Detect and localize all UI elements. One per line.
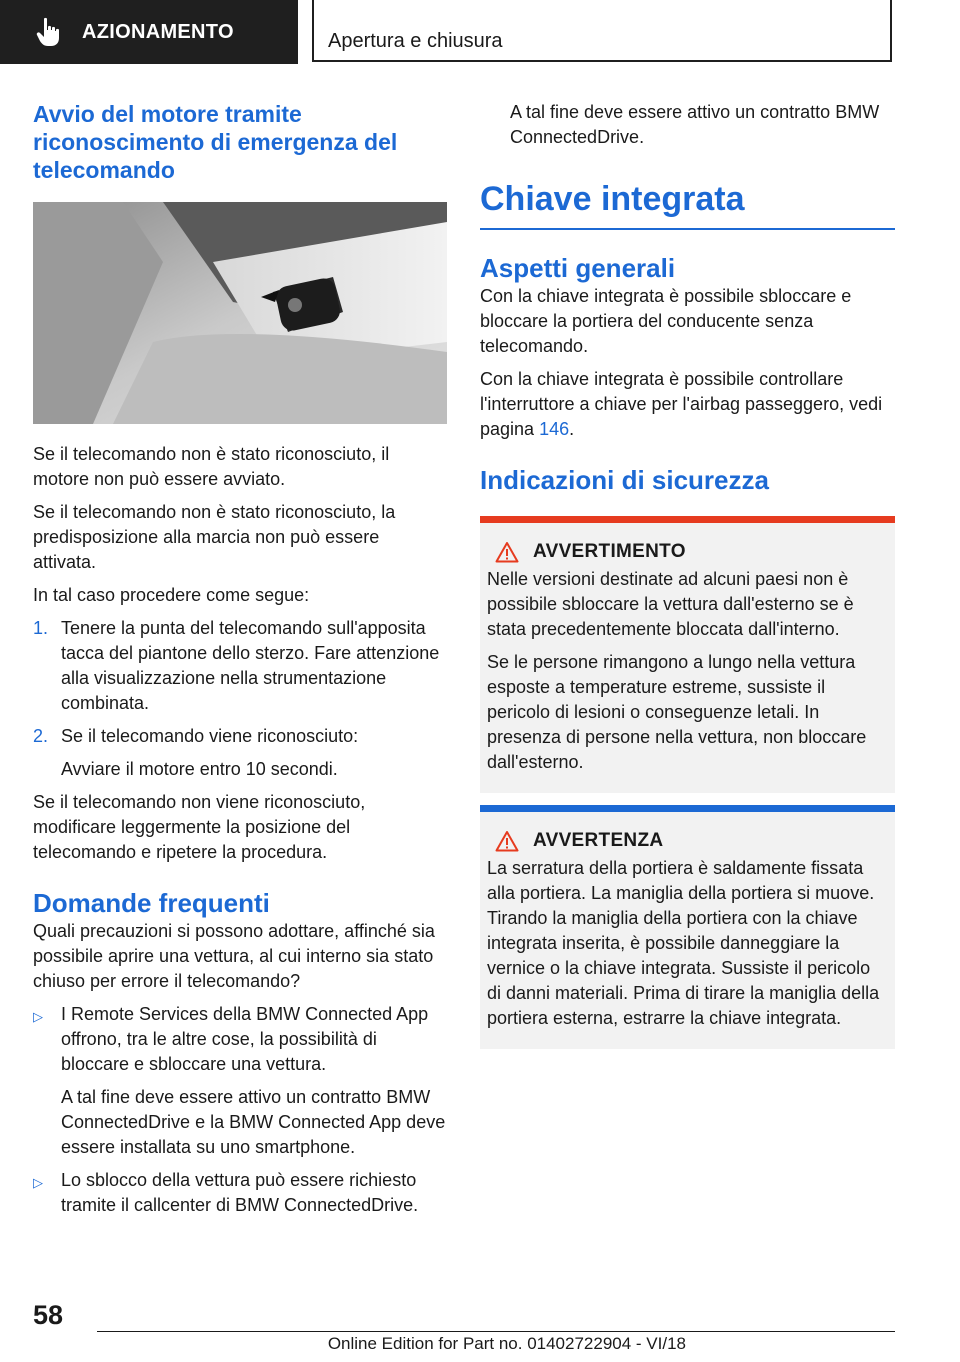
warning-bar: [480, 516, 895, 523]
caution-title: AVVERTENZA: [533, 830, 664, 851]
title-rule: [480, 228, 895, 230]
step-text: Tenere la punta del telecomando sull'apposita tacca del piantone dello sterzo. Fare attenzione alla visualizzazione nella strumentazione combinata.: [61, 618, 440, 713]
bullet-text: I Remote Services della BMW Connected App offrono, tra le altre cose, la possibilità di bloccare e sbloccare una vettura.: [61, 1004, 429, 1074]
paragraph: Con la chiave integrata è possibile controllare l'interruttore a chiave per l'airbag passeggero, vedi pagina 146.: [480, 369, 883, 439]
continued-text: A tal fine deve essere attivo un contratto BMW ConnectedDrive.: [510, 102, 880, 147]
caution-content: [480, 812, 895, 1049]
safety-heading: Indicazioni di sicurezza: [480, 465, 769, 495]
caution-text: La serratura della portiera è saldamente fissata alla portiera. La maniglia della portiera si muove. Tirando la maniglia della portiera con la chiave integrata inserita, è possibile danneggiare la vernice o la chiave integrata. Sussiste il pericolo di danni materiali. Prima di tirare la maniglia della portiera esterna, estrarre la chiave integrata.: [487, 858, 880, 1028]
footer-rule: [97, 1331, 895, 1332]
triangle-bullet-icon: ▷: [33, 1175, 43, 1190]
step-subtext: Avviare il motore entro 10 secondi.: [61, 759, 338, 779]
step-number: 1.: [33, 618, 49, 638]
step-list: [33, 616, 447, 782]
edition-text: Online Edition for Part no. 01402722904 - VI/18: [327, 1334, 686, 1353]
section-tab: [0, 0, 298, 64]
warning-triangle-icon: [495, 541, 519, 563]
page-number: 58: [33, 1300, 64, 1330]
step-number: 2.: [33, 726, 49, 746]
left-column: [33, 100, 447, 1226]
bullet-subtext: A tal fine deve essere attivo un contratto BMW ConnectedDrive e la BMW Connected App deve essere installata su uno smartphone.: [61, 1087, 446, 1157]
right-column: [480, 100, 895, 1049]
emergency-start-heading: Avvio del motore tramite riconoscimento di emergenza del telecomando: [33, 101, 398, 183]
list-item: [33, 1002, 447, 1160]
faq-heading: Domande frequenti: [33, 888, 270, 918]
bullet-list: [33, 1002, 447, 1218]
list-item: [33, 1168, 447, 1218]
hand-pointer-icon: [36, 17, 62, 47]
paragraph: Se il telecomando non è stato riconosciuto, il motore non può essere avviato.: [33, 444, 390, 489]
page-reference-link[interactable]: 146: [539, 419, 570, 439]
warning-content: [480, 523, 895, 793]
warning-box: [480, 516, 895, 793]
paragraph: Se il telecomando non è stato riconosciuto, la predisposizione alla marcia non può essere attivata.: [33, 502, 396, 572]
chapter-title: Chiave integrata: [480, 180, 745, 218]
chapter-tab: [312, 0, 892, 62]
paragraph: In tal caso procedere come segue:: [33, 585, 310, 605]
caution-triangle-icon: [495, 830, 519, 852]
warning-text: Nelle versioni destinate ad alcuni paesi non è possibile sbloccare la vettura dall'esterno se è stata precedentemente bloccata dall'interno.: [487, 569, 854, 639]
paragraph: Se il telecomando non viene riconosciuto, modificare leggermente la posizione del telecomando e ripetere la procedura.: [33, 792, 366, 862]
warning-text: Se le persone rimangono a lungo nella vettura esposte a temperature estreme, sussiste il pericolo di lesioni o conseguenze letali. In presenza di persone nella vettura, non bloccare dall'esterno.: [487, 652, 867, 772]
warning-title: AVVERTIMENTO: [533, 541, 686, 562]
list-item: [33, 616, 447, 716]
triangle-bullet-icon: ▷: [33, 1009, 43, 1024]
paragraph: Con la chiave integrata è possibile sbloccare e bloccare la portiera del conducente senza telecomando.: [480, 286, 852, 356]
list-item: [33, 724, 447, 782]
faq-question: Quali precauzioni si possono adottare, affinché sia possibile aprire una vettura, al cui interno sia stato chiuso per errore il telecomando?: [33, 921, 435, 991]
bullet-text: Lo sblocco della vettura può essere richiesto tramite il callcenter di BMW ConnectedDrive.: [61, 1170, 419, 1215]
steering-column-key-photo: [33, 202, 447, 424]
caution-bar: [480, 805, 895, 812]
step-text: Se il telecomando viene riconosciuto:: [61, 726, 359, 746]
chapter-label: Apertura e chiusura: [328, 30, 503, 52]
section-label: AZIONAMENTO: [82, 20, 234, 43]
general-heading: Aspetti generali: [480, 253, 676, 283]
caution-box: [480, 805, 895, 1049]
